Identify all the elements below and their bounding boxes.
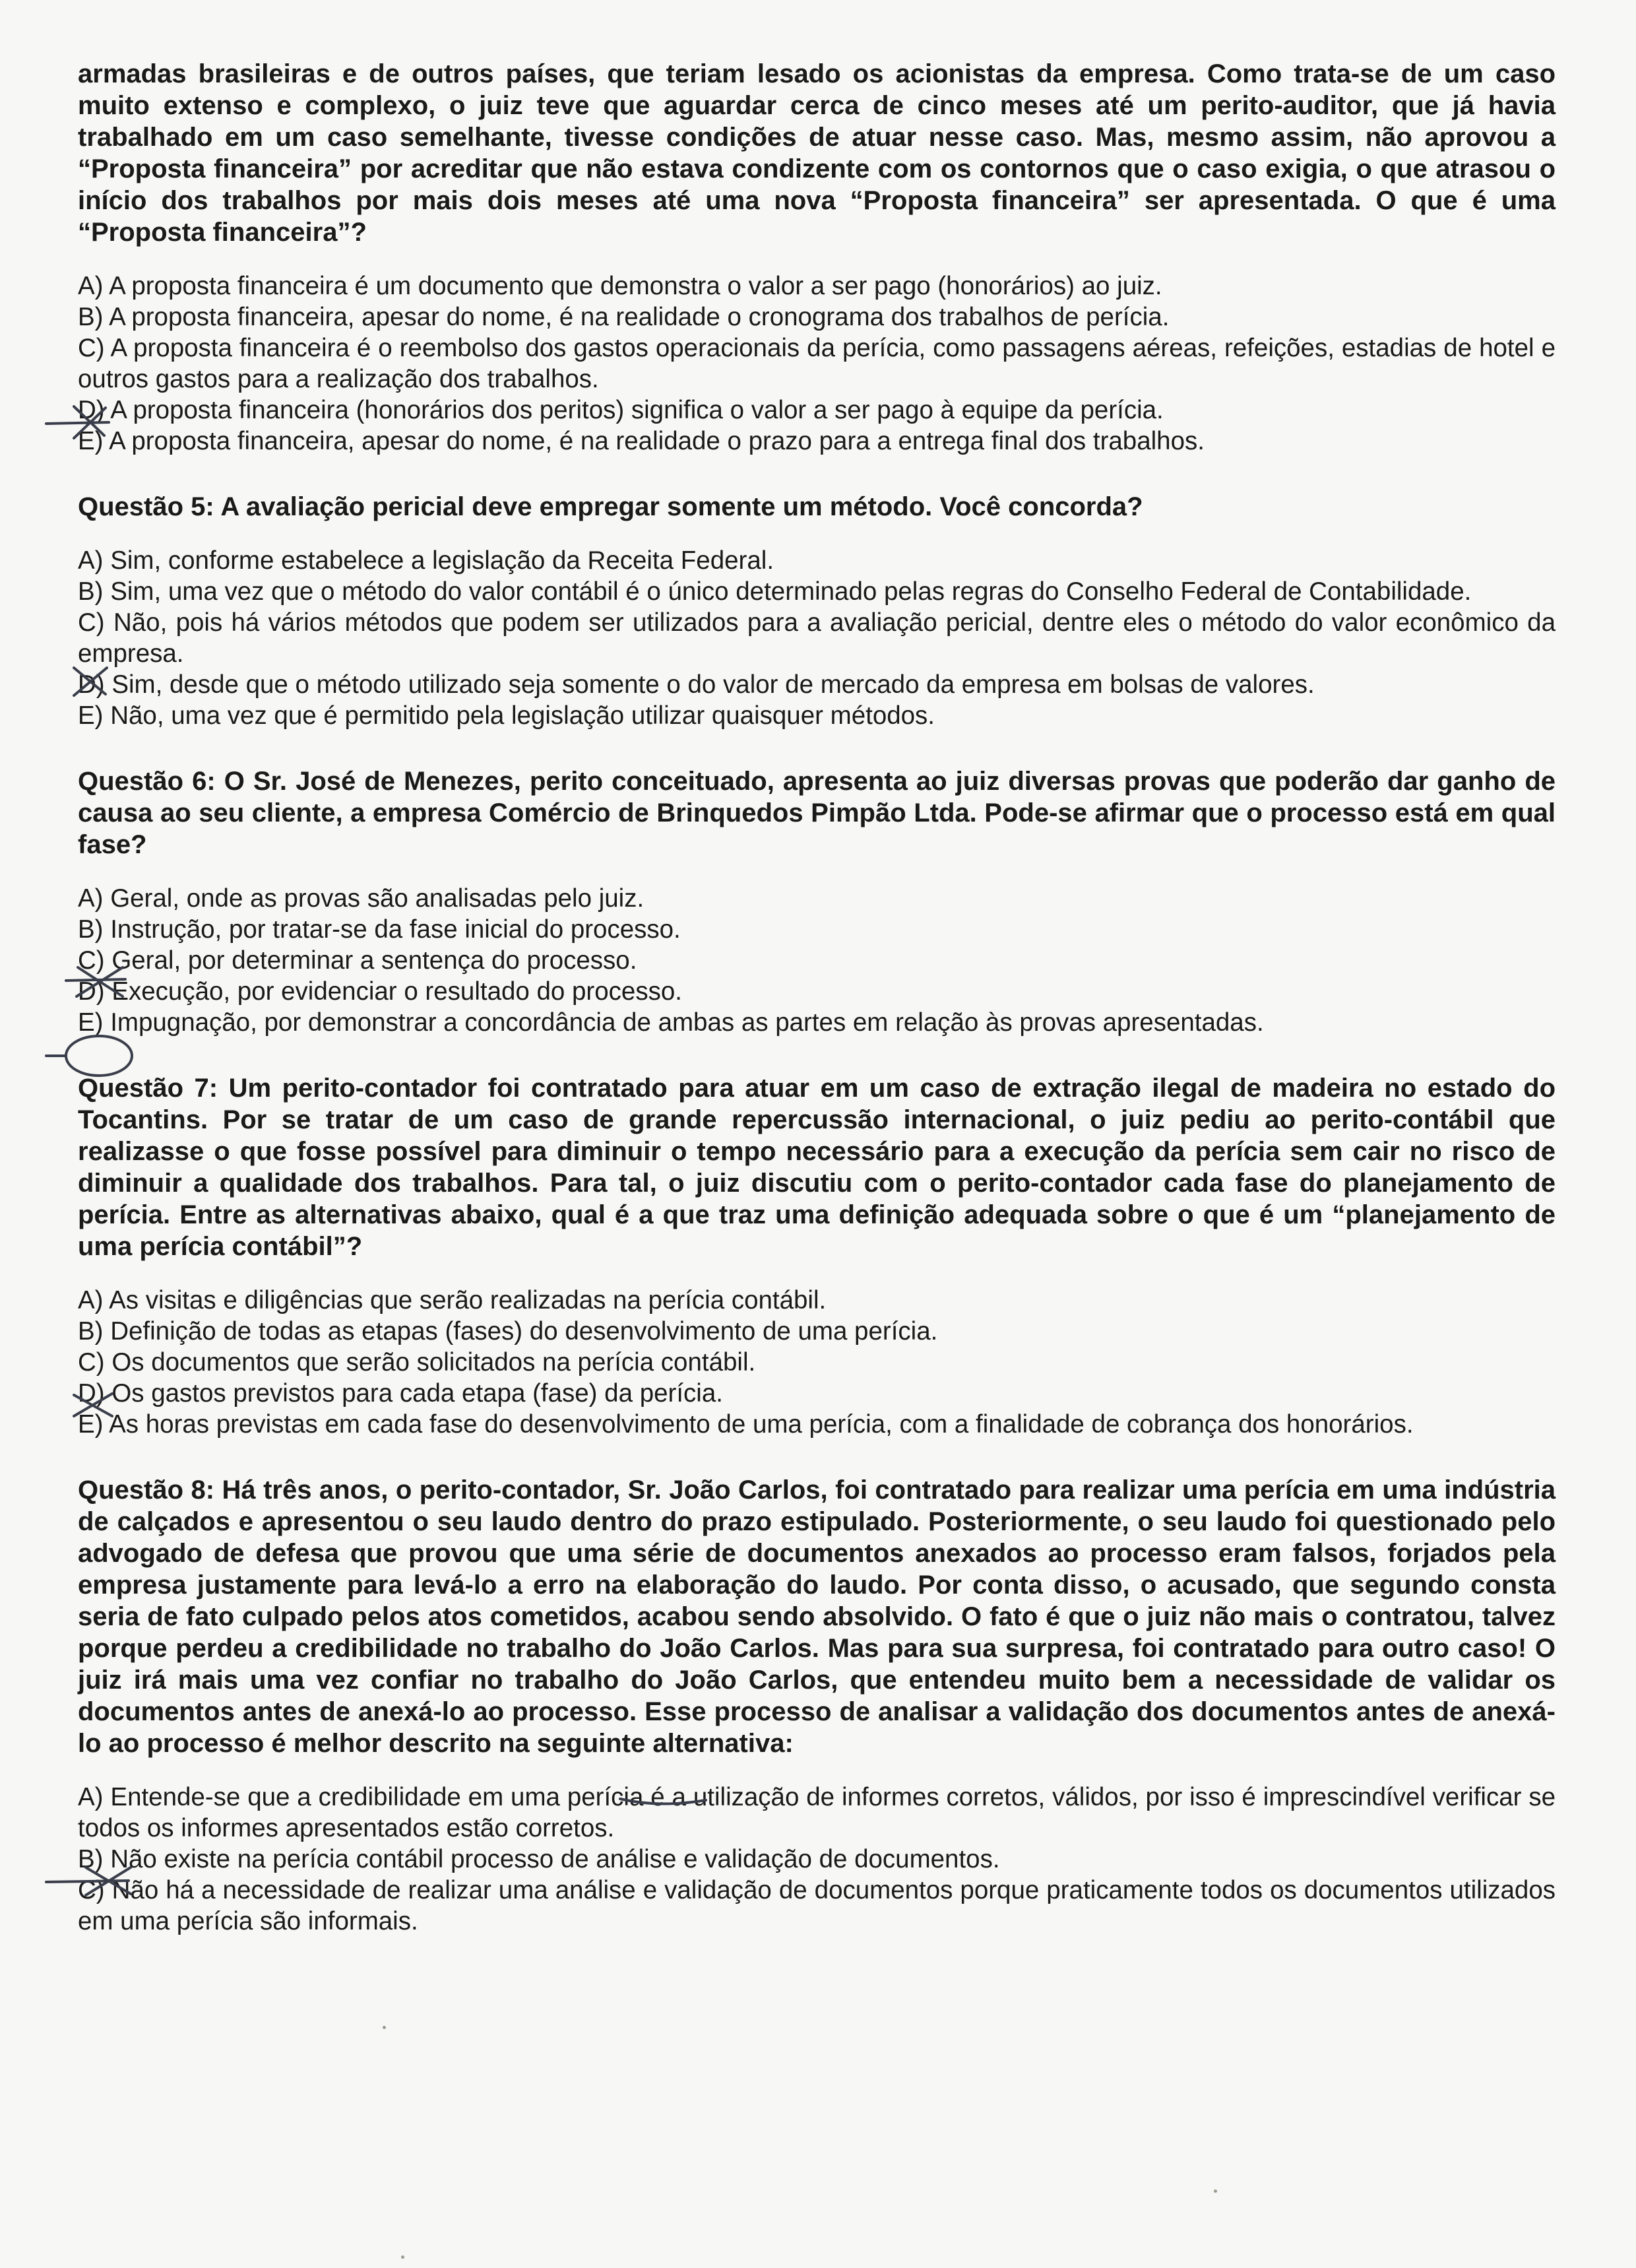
option-e: E) As horas previstas em cada fase do desenvolvimento de uma perícia, com a finalidade de cobrança dos honorários. — [78, 1410, 1414, 1439]
option-e: E) Não, uma vez que é permitido pela legislação utilizar quaisquer métodos. — [78, 701, 935, 730]
option-b: B) Sim, uma vez que o método do valor contábil é o único determinado pelas regras do Conselho Federal de Contabilidade. — [78, 577, 1472, 606]
option-d: D) Execução, por evidenciar o resultado do processo. — [78, 977, 682, 1006]
question-intro — [78, 58, 1556, 457]
option-c: C) Não há a necessidade de realizar uma análise e validação de documentos porque praticamente todos os documentos utilizados em uma perícia são informais. — [78, 1876, 1556, 1935]
question-text: Questão 8: Há três anos, o perito-contador, Sr. João Carlos, foi contratado para realizar uma perícia em uma indústria de calçados e apresentou o seu laudo dentro do prazo estipulado. Posteriormente, o seu laudo foi questionado pelo advogado de defesa que provou que uma série de documentos anexados ao processo eram falsos, forjados pela empresa justamente para levá-lo a erro na elaboração do laudo. Por conta disso, o acusado, que segundo consta seria de fato culpado pelos atos cometidos, acabou sendo absolvido. O fato é que o juiz não mais o contratou, talvez porque perdeu a credibilidade no trabalho do João Carlos. Mas para sua surpresa, foi contratado para outro caso! O juiz irá mais uma vez confiar no trabalho do João Carlos, que entendeu muito bem a necessidade de validar os documentos antes de anexá-lo ao processo. Esse processo de analisar a validação dos documentos antes de anexá-lo ao processo é melhor descrito na seguinte alternativa: — [78, 1475, 1556, 1758]
option-b: B) Não existe na perícia contábil processo de análise e validação de documentos. — [78, 1845, 1000, 1873]
question-5 — [78, 491, 1556, 731]
options-list — [78, 545, 1556, 731]
question-text: Questão 6: O Sr. José de Menezes, perito conceituado, apresenta ao juiz diversas provas que poderão dar ganho de causa ao seu cliente, a empresa Comércio de Brinquedos Pimpão Ltda. Pode-se afirmar que o processo está em qual fase? — [78, 767, 1556, 859]
option-e: E) A proposta financeira, apesar do nome, é na realidade o prazo para a entrega final dos trabalhos. — [78, 427, 1205, 455]
option-a: A) Entende-se que a credibilidade em uma perícia é a utilização de informes corretos, válidos, por isso é imprescindível verificar se todos os informes apresentados estão corretos. — [78, 1783, 1556, 1842]
question-7 — [78, 1072, 1556, 1440]
option-a: A) Sim, conforme estabelece a legislação da Receita Federal. — [78, 546, 774, 575]
option-d: D) A proposta financeira (honorários dos peritos) significa o valor a ser pago à equipe da perícia. — [78, 396, 1164, 424]
option-c: C) Não, pois há vários métodos que podem ser utilizados para a avaliação pericial, dentre eles o método do valor econômico da empresa. — [78, 608, 1556, 668]
option-e: E) Impugnação, por demonstrar a concordância de ambas as partes em relação às provas apresentadas. — [78, 1008, 1264, 1037]
question-6 — [78, 765, 1556, 1038]
scan-speck — [383, 2026, 386, 2029]
question-text: Questão 7: Um perito-contador foi contratado para atuar em um caso de extração ilegal de madeira no estado do Tocantins. Por se tratar de um caso de grande repercussão internacional, o juiz pediu ao perito-contábil que realizasse o que fosse possível para diminuir o tempo necessário para a execução da perícia sem cair no risco de diminuir a qualidade dos trabalhos. Para tal, o juiz discutiu com o perito-contador cada fase do planejamento de perícia. Entre as alternativas abaixo, qual é a que traz uma definição adequada sobre o que é um “planejamento de uma perícia contábil”? — [78, 1074, 1556, 1261]
scan-speck — [401, 2255, 404, 2259]
option-a: A) As visitas e diligências que serão realizadas na perícia contábil. — [78, 1286, 827, 1314]
option-b: B) A proposta financeira, apesar do nome, é na realidade o cronograma dos trabalhos de perícia. — [78, 303, 1170, 331]
option-b: B) Definição de todas as etapas (fases) do desenvolvimento de uma perícia. — [78, 1317, 938, 1345]
option-c: C) A proposta financeira é o reembolso dos gastos operacionais da perícia, como passagens aéreas, refeições, estadias de hotel e outros gastos para a realização dos trabalhos. — [78, 334, 1556, 393]
options-list — [78, 1782, 1556, 1937]
option-b: B) Instrução, por tratar-se da fase inicial do processo. — [78, 915, 681, 944]
question-text: Questão 5: A avaliação pericial deve empregar somente um método. Você concorda? — [78, 492, 1143, 521]
option-d: D) Os gastos previstos para cada etapa (fase) da perícia. — [78, 1379, 723, 1408]
option-d: D) Sim, desde que o método utilizado seja somente o do valor de mercado da empresa em bolsas de valores. — [78, 670, 1315, 699]
options-list — [78, 883, 1556, 1038]
option-a: A) A proposta financeira é um documento que demonstra o valor a ser pago (honorários) ao juiz. — [78, 272, 1162, 300]
scan-speck — [1214, 2189, 1217, 2193]
question-8 — [78, 1474, 1556, 1937]
document-page — [78, 58, 1556, 1971]
option-a: A) Geral, onde as provas são analisadas pelo juiz. — [78, 884, 645, 913]
option-c: C) Geral, por determinar a sentença do processo. — [78, 946, 637, 975]
option-c: C) Os documentos que serão solicitados na perícia contábil. — [78, 1348, 756, 1377]
options-list — [78, 1285, 1556, 1440]
question-text: armadas brasileiras e de outros países, que teriam lesado os acionistas da empresa. Como trata-se de um caso muito extenso e complexo, o juiz teve que aguardar cerca de cinco meses até um perito-auditor, que já havia trabalhado em um caso semelhante, tivesse condições de atuar nesse caso. Mas, mesmo assim, não aprovou a “Proposta financeira” por acreditar que não estava condizente com os contornos que o caso exigia, o que atrasou o início dos trabalhos por mais dois meses até uma nova “Proposta financeira” ser apresentada. O que é uma “Proposta financeira”? — [78, 59, 1556, 247]
options-list — [78, 271, 1556, 457]
